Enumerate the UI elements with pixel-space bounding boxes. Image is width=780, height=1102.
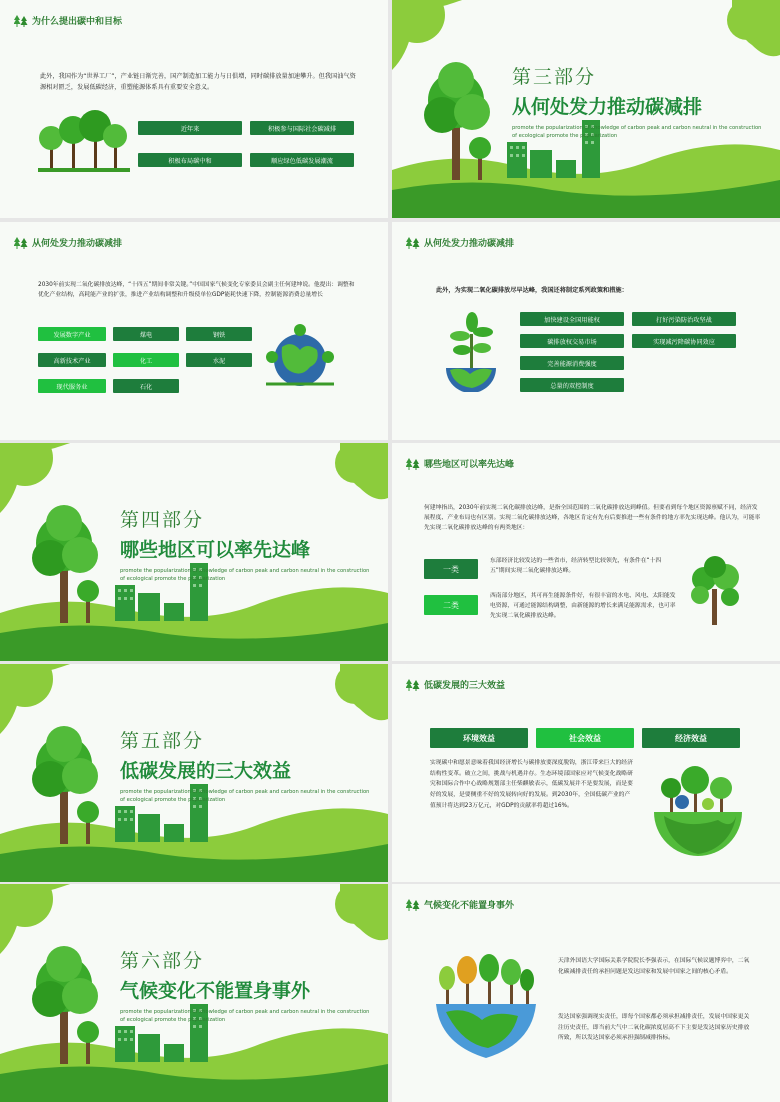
reason-box-3: 积极布局碳中和 (138, 153, 242, 167)
globe-illustration (262, 322, 338, 392)
slide-header (406, 236, 514, 249)
tree-icon (406, 237, 420, 249)
slide-body-text: 何建坤指出，2030年前实现二氧化碳排放达峰，是指全国范围的二氧化碳排放达到峰值。但要看到每个地区资源禀赋不同，经济发展程度、产业布局也有区别。实现二氧化碳排放达峰，各地区肯定有先有后要推进一些有条件的地方率先实现达峰。他认为，可能率先实现二氧化碳排放达峰的有两类地区： (424, 505, 761, 532)
slide-1 (0, 0, 388, 218)
industry-box-8: 石化 (113, 379, 179, 393)
earth-plant-illustration (442, 306, 500, 392)
slide-5-section (0, 443, 388, 661)
earth-forest-illustration (648, 760, 748, 860)
category-2-text: 西南部分地区，其可再生能源条件好，有很丰富的水电、风电、太阳能发电资源，可通过能源结构调整，由新能源的增长来满足能源需求，也可率先实现二氧化碳排放达峰。 (490, 593, 676, 620)
category-1-label: 一类 (424, 559, 478, 579)
industry-box-5: 化工 (113, 353, 179, 367)
slide-3 (0, 222, 388, 440)
slide-8 (392, 664, 780, 882)
slide-title: 为什么提出碳中和目标 (32, 17, 123, 27)
slide-body-text: 2030年前实现二氧化碳排放达峰，“十四五”期间非常关键。”中国国家气候变化专家委员会副主任何建坤说。他提出：调整和优化产业结构，高耗能产业的扩张，推进产业结构调整和升级使单位GDP能耗快速下降，控制能源消费总量增长 (38, 282, 355, 299)
policy-box-2: 打好污染防治攻坚战 (632, 312, 736, 326)
benefit-tab-2: 社会效益 (536, 728, 634, 748)
section-title: 从何处发力推动碳减排 (512, 96, 703, 118)
trees-illustration (38, 108, 130, 174)
slide-header (406, 898, 514, 911)
slide-body-text: 实现碳中和愿景意味着我国经济增长与碳排放要深度脱钩，浙江带来巨大的经济结构性变革。破立之间，挑战与机遇并存。生态环境部国家应对气候变化战略研究和国际合作中心战略规划部主任柴麒敏表示，低碳发展并不是要发展，而是要好的发展，是要侧重不好的发展转向好的发展。到2030年，全国低碳产业的产值预计将达到23万亿元，对GDP的贡献率将超过16%。 (430, 760, 633, 809)
slide-body-text: 此外，我国作为“世界工厂”，产业链日渐完善，国产制造加工能力与日俱增，同时碳排放量加速攀升。但我国油气资源相对匮乏，发展低碳经济，重塑能源体系具有重要安全意义。 (40, 73, 356, 91)
body-text-2: 发达国家强调现实责任，即每个国家都必须承担减排责任，发展中国家更关注历史责任，即当前大气中二氧化碳浓度居高不下主要是发达国家历史排放所致，所以发达国家必须承担强制减排指标。 (558, 1014, 750, 1042)
slide-header (406, 457, 514, 470)
industry-box-7: 现代服务业 (38, 379, 106, 393)
reason-box-4: 顺应绿色低碳发展潮流 (250, 153, 354, 167)
industry-box-6: 水泥 (186, 353, 252, 367)
slide-title: 气候变化不能置身事外 (424, 901, 515, 911)
industry-box-1: 发展数字产业 (38, 327, 106, 341)
slide-10 (392, 884, 780, 1102)
policy-box-6: 总量的双控制度 (520, 378, 624, 392)
section-title: 气候变化不能置身事外 (120, 980, 311, 1002)
part-label: 第四部分 (120, 509, 205, 531)
slide-header (14, 236, 122, 249)
policy-box-5: 完善能源消费强度 (520, 356, 624, 370)
part-label: 第五部分 (120, 730, 205, 752)
policy-box-4: 实现减污降碳协同效应 (632, 334, 736, 348)
slide-9-section (0, 884, 388, 1102)
industry-box-2: 煤电 (113, 327, 179, 341)
policy-box-1: 加快建设全国用能权 (520, 312, 624, 326)
tree-illustration (688, 555, 742, 627)
slide-body-text: 此外，为实现二氧化碳排放尽早达峰，我国还将制定系列政策和措施： (436, 287, 628, 294)
section-subtitle: promote the popularization of knowledge of carbon peak and carbon neutral in the construction of ecological promote the popularization (120, 568, 370, 583)
tree-icon (14, 15, 28, 27)
earth-trees-illustration (432, 954, 540, 1064)
slide-title: 哪些地区可以率先达峰 (424, 460, 515, 470)
industry-box-3: 钢铁 (186, 327, 252, 341)
slide-title: 从何处发力推动碳减排 (32, 239, 123, 249)
slide-title: 低碳发展的三大效益 (424, 681, 506, 691)
part-label: 第六部分 (120, 950, 205, 972)
reason-box-2: 积极参与国际社会碳减排 (250, 121, 354, 135)
section-title: 低碳发展的三大效益 (120, 760, 292, 782)
slide-7-section (0, 664, 388, 882)
benefit-tab-3: 经济效益 (642, 728, 740, 748)
tree-icon (406, 679, 420, 691)
slide-header (14, 14, 122, 27)
section-subtitle: promote the popularization of knowledge of carbon peak and carbon neutral in the construction of ecological promote the popularization (120, 1009, 370, 1024)
part-label: 第三部分 (512, 66, 597, 88)
category-2-label: 二类 (424, 595, 478, 615)
slide-header (406, 678, 505, 691)
tree-icon (406, 899, 420, 911)
category-1-text: 东部经济比较发达的一些省市，经济转型比较领先，有条件在“十四五”期间实现二氧化碳排放达峰。 (490, 558, 662, 575)
section-subtitle: promote the popularization of knowledge of carbon peak and carbon neutral in the construction of ecological promote the popularization (120, 789, 370, 804)
slide-4 (392, 222, 780, 440)
tree-icon (14, 237, 28, 249)
policy-box-3: 碳排放权交易市场 (520, 334, 624, 348)
slide-6 (392, 443, 780, 661)
section-subtitle: promote the popularization of knowledge of carbon peak and carbon neutral in the construction of ecological promote the popularization (512, 125, 762, 140)
industry-box-4: 高新技术产业 (38, 353, 106, 367)
slide-title: 从何处发力推动碳减排 (424, 239, 515, 249)
tree-icon (406, 458, 420, 470)
section-title: 哪些地区可以率先达峰 (120, 539, 311, 561)
reason-box-1: 近年来 (138, 121, 242, 135)
slide-2-section (392, 0, 780, 218)
benefit-tab-1: 环境效益 (430, 728, 528, 748)
body-text-1: 天津外国语大学国际关系学院院长李强表示，在国际气候议题博弈中，二氧化碳减排责任的承担问题是发达国家和发展中国家之间的核心矛盾。 (558, 958, 750, 975)
